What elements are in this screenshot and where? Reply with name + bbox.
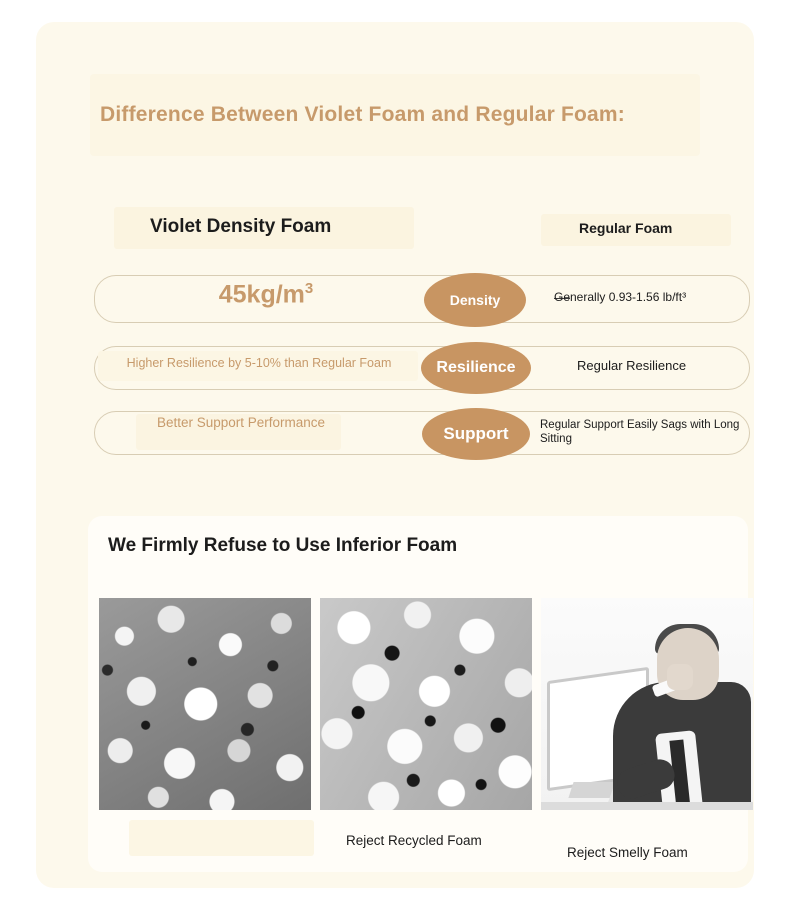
caption-highlight (129, 820, 314, 856)
column-title-right-label: Regular Foam (579, 220, 673, 236)
pill-density: Density (424, 273, 526, 327)
smelly-foam-image (541, 598, 753, 810)
density-left-value-exponent: 3 (304, 280, 314, 297)
pill-support: Support (422, 408, 530, 460)
refuse-section-title: We Firmly Refuse to Use Inferior Foam (108, 535, 458, 556)
recycled-foam-image (320, 598, 532, 810)
density-left-value-number: 45kg/m (218, 280, 305, 309)
pill-resilience: Resilience (421, 342, 531, 394)
resilience-left-value: Higher Resilience by 5-10% than Regular Foam (126, 356, 392, 370)
list-item (99, 598, 311, 837)
support-left-value: Better Support Performance (156, 415, 326, 430)
refuse-thumbnail-list (99, 598, 749, 868)
density-right-value: Generally 0.93-1.56 lb/ft³ (554, 290, 687, 304)
column-title-left-label: Violet Density Foam (150, 216, 332, 237)
column-title-right (541, 214, 731, 246)
page-title: Difference Between Violet Foam and Regular Foam: (100, 103, 625, 126)
list-item (320, 598, 532, 849)
density-left-value (156, 280, 376, 309)
powdered-foam-image (99, 598, 311, 810)
man-at-desk-illustration (541, 598, 753, 810)
resilience-right-value: Regular Resilience (577, 358, 687, 373)
column-title-left (114, 207, 414, 249)
infographic-page (36, 22, 754, 888)
smelly-foam-caption: Reject Smelly Foam (567, 845, 688, 860)
list-item (541, 598, 753, 861)
recycled-foam-caption: Reject Recycled Foam (346, 833, 482, 848)
support-right-value: Regular Support Easily Sags with Long Sitting (540, 419, 740, 445)
